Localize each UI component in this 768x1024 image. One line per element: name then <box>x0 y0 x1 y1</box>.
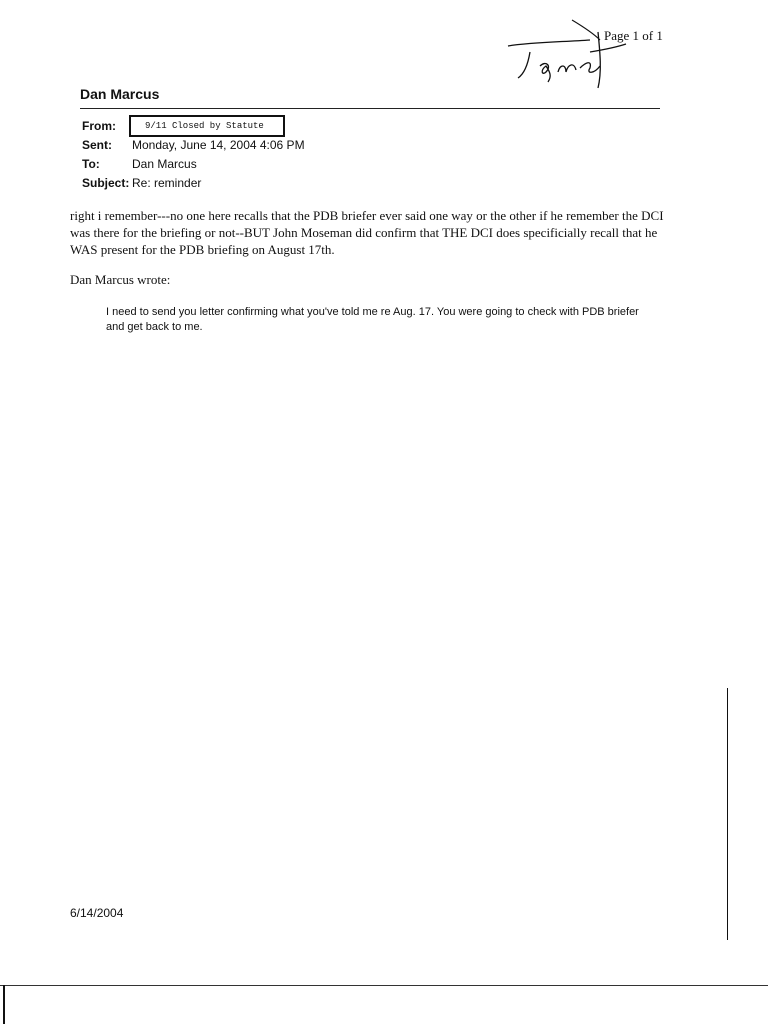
to-value: Dan Marcus <box>132 156 197 171</box>
scan-artifact-line-right <box>727 688 728 940</box>
scan-artifact-line-left <box>3 985 5 1024</box>
to-label: To: <box>82 156 100 171</box>
scan-artifact-line-bottom <box>0 985 768 986</box>
footer-date: 6/14/2004 <box>70 906 124 920</box>
sent-value: Monday, June 14, 2004 4:06 PM <box>132 137 305 152</box>
subject-label: Subject: <box>82 175 130 190</box>
email-sender-heading: Dan Marcus <box>80 86 160 102</box>
quote-intro: Dan Marcus wrote: <box>70 272 171 287</box>
email-body: right i remember---no one here recalls that the PDB briefer ever said one way or the other if he remember the DCI was there for the briefing or not--BUT John Moseman did confirm that THE DCI does specificially recall that he WAS present for the PDB briefing on August 17th. <box>70 208 664 257</box>
sent-label: Sent: <box>82 137 112 152</box>
to-row <box>82 154 305 173</box>
from-row <box>82 116 305 135</box>
from-redaction-box: 9/11 Closed by Statute <box>129 115 285 137</box>
quoted-message: I need to send you letter confirming what you've told me re Aug. 17. You were going to check with PDB briefer and get back to me. <box>106 306 639 333</box>
subject-value: Re: reminder <box>132 175 202 190</box>
subject-row <box>82 173 305 192</box>
handwritten-signature <box>502 12 632 97</box>
sent-row <box>82 135 305 154</box>
page-number: Page 1 of 1 <box>604 28 663 43</box>
header-divider <box>80 108 660 109</box>
email-metadata <box>82 116 305 192</box>
from-label: From: <box>82 118 116 133</box>
